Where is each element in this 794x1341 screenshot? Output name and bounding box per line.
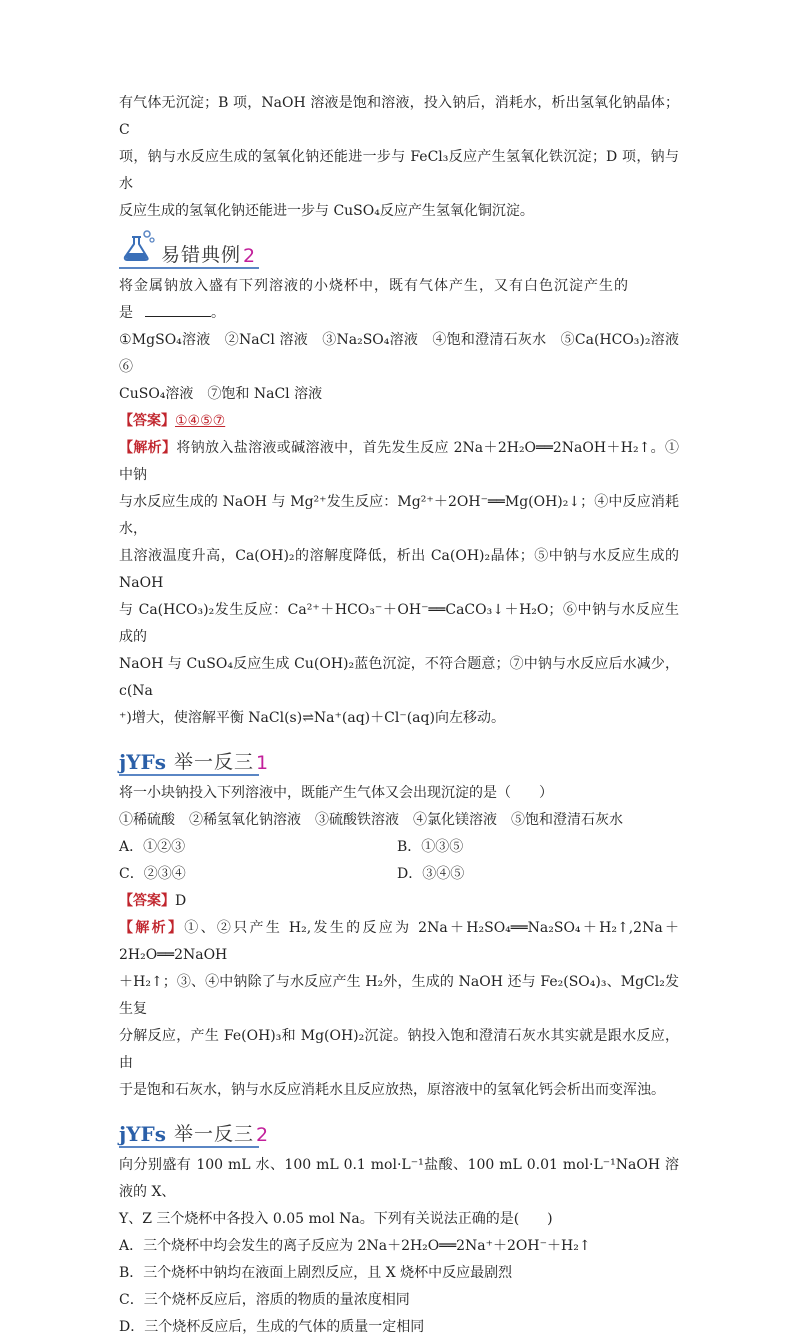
question-text: 是 (119, 305, 133, 321)
explanation-line-5: NaOH 与 CuSO₄反应生成 Cu(OH)₂蓝色沉淀，不符合题意；⑦中钠与水反应后水减少，c(Na (119, 656, 679, 699)
option-b: B．三个烧杯中钠均在液面上剧烈反应，且 X 烧杯中反应最剧烈 (119, 1265, 513, 1281)
section-title: 易错典例 (161, 244, 242, 266)
question-line-2: Y、Z 三个烧杯中各投入 0.05 mol Na。下列有关说法正确的是( ) (119, 1211, 553, 1227)
intro-line-3: 反应生成的氢氧化钠还能进一步与 CuSO₄反应产生氢氧化铜沉淀。 (119, 203, 534, 219)
option-c: C．②③④ (119, 866, 186, 882)
section-number: 2 (243, 245, 256, 267)
section-underline (119, 267, 259, 269)
question: 将一小块钠投入下列溶液中，既能产生气体又会出现沉淀的是（ ） (119, 785, 553, 801)
option-c: C．三个烧杯反应后，溶质的物质的量浓度相同 (119, 1292, 410, 1308)
section-header-error-example (119, 227, 679, 267)
explanation-line-4: 与 Ca(HCO₃)₂发生反应：Ca²⁺＋HCO₃⁻＋OH⁻══CaCO₃↓＋H₂O；⑥中钠与水反应生成的 (119, 602, 679, 645)
options-row-2 (119, 861, 679, 888)
jyfs-logo: jYFs (119, 750, 166, 774)
explanation-line-2: 与水反应生成的 NaOH 与 Mg²⁺发生反应：Mg²⁺＋2OH⁻══Mg(OH)₂↓；④中反应消耗水， (119, 494, 679, 537)
explanation-line-1: 将钠放入盐溶液或碱溶液中，首先发生反应 2Na＋2H₂O══2NaOH＋H₂↑。①中钠 (119, 440, 680, 483)
explanation-line-4: 于是饱和石灰水，钠与水反应消耗水且反应放热，原溶液中的氢氧化钙会析出而变浑浊。 (119, 1082, 665, 1098)
explanation-label: 【解析】 (119, 920, 185, 936)
section-underline (119, 774, 259, 776)
explanation-label: 【解析】 (119, 440, 177, 456)
section-number: 1 (256, 752, 269, 774)
options-line-2: CuSO₄溶液 ⑦饱和 NaCl 溶液 (119, 386, 323, 402)
answer-blank (145, 302, 211, 317)
answer-line (119, 408, 679, 435)
question-line-1: 向分别盛有 100 mL 水、100 mL 0.1 mol·L⁻¹盐酸、100 mL 0.01 mol·L⁻¹NaOH 溶液的 X、 (119, 1157, 679, 1200)
option-b: B．①③⑤ (397, 839, 464, 855)
explanation (119, 915, 679, 1104)
option-d: D．三个烧杯反应后，生成的气体的质量一定相同 (119, 1319, 425, 1335)
option-a: A．①②③ (119, 839, 186, 855)
section-underline (119, 1146, 259, 1148)
document-page (119, 90, 693, 1341)
question-line-2: 是 。 (119, 300, 679, 327)
flask-icon (119, 229, 155, 267)
jyfs-logo: jYFs (119, 1122, 166, 1146)
section-title: 举一反三 (173, 1123, 254, 1145)
section-header-practice-1 (119, 734, 679, 774)
explanation-line-3: 且溶液温度升高，Ca(OH)₂的溶解度降低，析出 Ca(OH)₂晶体；⑤中钠与水反应生成的 NaOH (119, 548, 679, 591)
option-d: D．③④⑤ (397, 866, 465, 882)
intro-line-2: 项，钠与水反应生成的氢氧化钠还能进一步与 FeCl₃反应产生氢氧化铁沉淀；D 项，钠与水 (119, 149, 679, 192)
option-a: A．三个烧杯中均会发生的离子反应为 2Na＋2H₂O══2Na⁺＋2OH⁻＋H₂↑ (119, 1238, 591, 1254)
section-number: 2 (256, 1124, 269, 1146)
explanation (119, 435, 679, 732)
section-title: 举一反三 (173, 751, 254, 773)
explanation-line-6: ⁺)增大，使溶解平衡 NaCl(s)⇌Na⁺(aq)＋Cl⁻(aq)向左移动。 (119, 710, 505, 726)
explanation-line-3: 分解反应，产生 Fe(OH)₃和 Mg(OH)₂沉淀。钠投入饱和澄清石灰水其实就是跟水反应，由 (119, 1028, 679, 1071)
question-items: ①稀硫酸 ②稀氢氧化钠溶液 ③硫酸铁溶液 ④氯化镁溶液 ⑤饱和澄清石灰水 (119, 812, 623, 828)
explanation-line-2: ＋H₂↑；③、④中钠除了与水反应产生 H₂外，生成的 NaOH 还与 Fe₂(SO₄)₃、MgCl₂发生复 (119, 974, 679, 1017)
explanation-line-1: ①、②只产生 H₂,发生的反应为 2Na＋H₂SO₄══Na₂SO₄＋H₂↑,2Na＋2H₂O══2NaOH (119, 920, 679, 963)
answer-label: 【答案】 (119, 893, 175, 909)
section-header-practice-2 (119, 1106, 679, 1146)
answer-value: D (175, 893, 187, 909)
answer-value: ①④⑤⑦ (175, 413, 226, 429)
options-line-1: ①MgSO₄溶液 ②NaCl 溶液 ③Na₂SO₄溶液 ④饱和澄清石灰水 ⑤Ca(HCO₃)₂溶液 ⑥ (119, 332, 693, 375)
answer-line (119, 888, 679, 915)
options-row-1 (119, 834, 679, 861)
answer-label: 【答案】 (119, 413, 175, 429)
intro-line-1: 有气体无沉淀；B 项，NaOH 溶液是饱和溶液，投入钠后，消耗水，析出氢氧化钠晶体；C (119, 95, 679, 138)
question-line-1: 将金属钠放入盛有下列溶液的小烧杯中，既有气体产生，又有白色沉淀产生的 (119, 278, 629, 294)
